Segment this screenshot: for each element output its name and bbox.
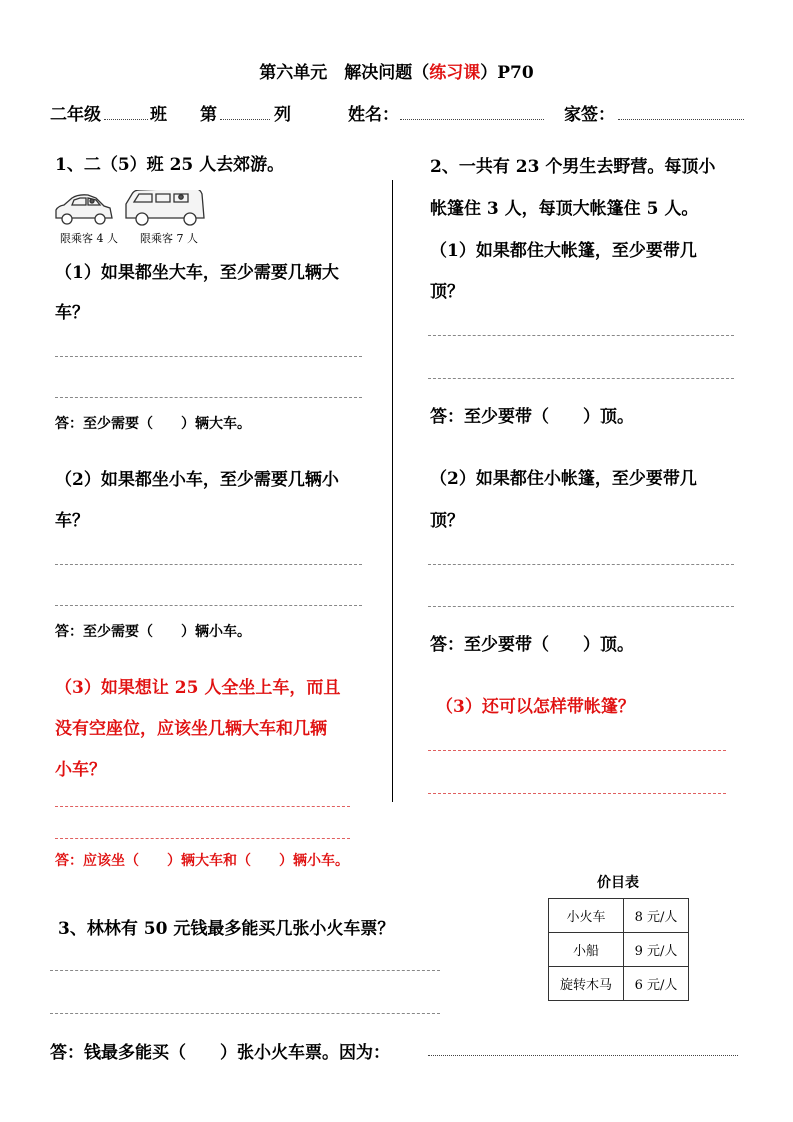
class-blank[interactable] [104, 119, 148, 120]
q1-sub2-work-line[interactable] [55, 564, 362, 565]
q3-work-line[interactable] [50, 970, 440, 971]
class-label: 班 [150, 105, 167, 125]
q1-sub1-line2: 车？ [55, 303, 89, 323]
grade-label: 二年级 [50, 105, 101, 125]
price-table-title: 价目表 [597, 875, 639, 891]
q3-heading: 3、林林有 50 元钱最多能买几张小火车票？ [58, 919, 395, 939]
cars-illustration [52, 190, 212, 230]
price-value: 9 元/人 [624, 933, 689, 967]
q2-sub3-work-line[interactable] [428, 793, 726, 794]
title-highlight: 练习课 [429, 63, 481, 83]
q2-line2: 帐篷住 3 人，每顶大帐篷住 5 人。 [430, 199, 699, 219]
q1-sub3-line2: 没有空座位，应该坐几辆大车和几辆 [55, 719, 327, 739]
price-item: 小火车 [549, 899, 624, 933]
q1-sub3-line3: 小车？ [55, 760, 106, 780]
q2-answer1: 答：至少要带（ ）顶。 [430, 407, 634, 427]
small-car-icon [56, 195, 112, 224]
q2-line1: 2、一共有 23 个男生去野营。每顶小 [430, 157, 716, 177]
q2-sub3: （3）还可以怎样带帐篷？ [436, 697, 635, 717]
q1-sub3-line1: （3）如果想让 25 人全坐上车，而且 [55, 678, 341, 698]
q1-sub2-line1: （2）如果都坐小车，至少需要几辆小 [55, 470, 339, 490]
parent-sign-field[interactable] [618, 119, 744, 120]
price-item: 小船 [549, 933, 624, 967]
name-field[interactable] [400, 119, 544, 120]
q1-sub1-work-line[interactable] [55, 397, 362, 398]
q3-answer: 答：钱最多能买（ ）张小火车票。因为： [50, 1043, 390, 1063]
big-car-capacity: 限乘客 7 人 [140, 232, 198, 245]
q2-sub2-line2: 顶？ [430, 511, 464, 531]
q2-sub1-work-line[interactable] [428, 335, 734, 336]
q1-answer3: 答：应该坐（ ）辆大车和（ ）辆小车。 [55, 853, 349, 869]
q1-answer1: 答：至少需要（ ）辆大车。 [55, 416, 251, 432]
q2-sub2-work-line[interactable] [428, 606, 734, 607]
price-value: 8 元/人 [624, 899, 689, 933]
price-item: 旋转木马 [549, 967, 624, 1001]
seat-prefix-label: 第 [200, 105, 217, 125]
column-divider [392, 180, 393, 802]
q3-reason-field[interactable] [428, 1055, 738, 1056]
small-car-capacity: 限乘客 4 人 [60, 232, 118, 245]
q2-answer2: 答：至少要带（ ）顶。 [430, 635, 634, 655]
q1-sub1-work-line[interactable] [55, 356, 362, 357]
big-car-icon [126, 190, 204, 225]
q3-work-line[interactable] [50, 1013, 440, 1014]
column-blank[interactable] [220, 119, 270, 120]
q1-sub2-line2: 车？ [55, 511, 89, 531]
title-prefix: 第六单元 解决问题（ [259, 63, 430, 83]
title-suffix: ）P70 [480, 63, 534, 83]
q2-sub3-work-line[interactable] [428, 750, 726, 751]
name-label: 姓名： [348, 105, 399, 125]
q2-sub1-line2: 顶？ [430, 282, 464, 302]
table-row [549, 933, 689, 967]
q2-sub1-work-line[interactable] [428, 378, 734, 379]
q1-heading: 1、二（5）班 25 人去郊游。 [55, 155, 285, 175]
q2-sub1-line1: （1）如果都住大帐篷，至少要带几 [430, 241, 697, 261]
parent-sign-label: 家签： [564, 105, 615, 125]
q1-answer2: 答：至少需要（ ）辆小车。 [55, 624, 251, 640]
q1-sub2-work-line[interactable] [55, 605, 362, 606]
q1-sub3-work-line[interactable] [55, 806, 350, 807]
q2-sub2-line1: （2）如果都住小帐篷，至少要带几 [430, 469, 697, 489]
q1-sub1-line1: （1）如果都坐大车，至少需要几辆大 [55, 263, 339, 283]
column-label: 列 [274, 105, 291, 125]
q1-sub3-work-line[interactable] [55, 838, 350, 839]
table-row [549, 899, 689, 933]
q2-sub2-work-line[interactable] [428, 564, 734, 565]
table-row [549, 967, 689, 1001]
page-title [0, 58, 793, 83]
price-table [548, 898, 689, 1001]
price-value: 6 元/人 [624, 967, 689, 1001]
